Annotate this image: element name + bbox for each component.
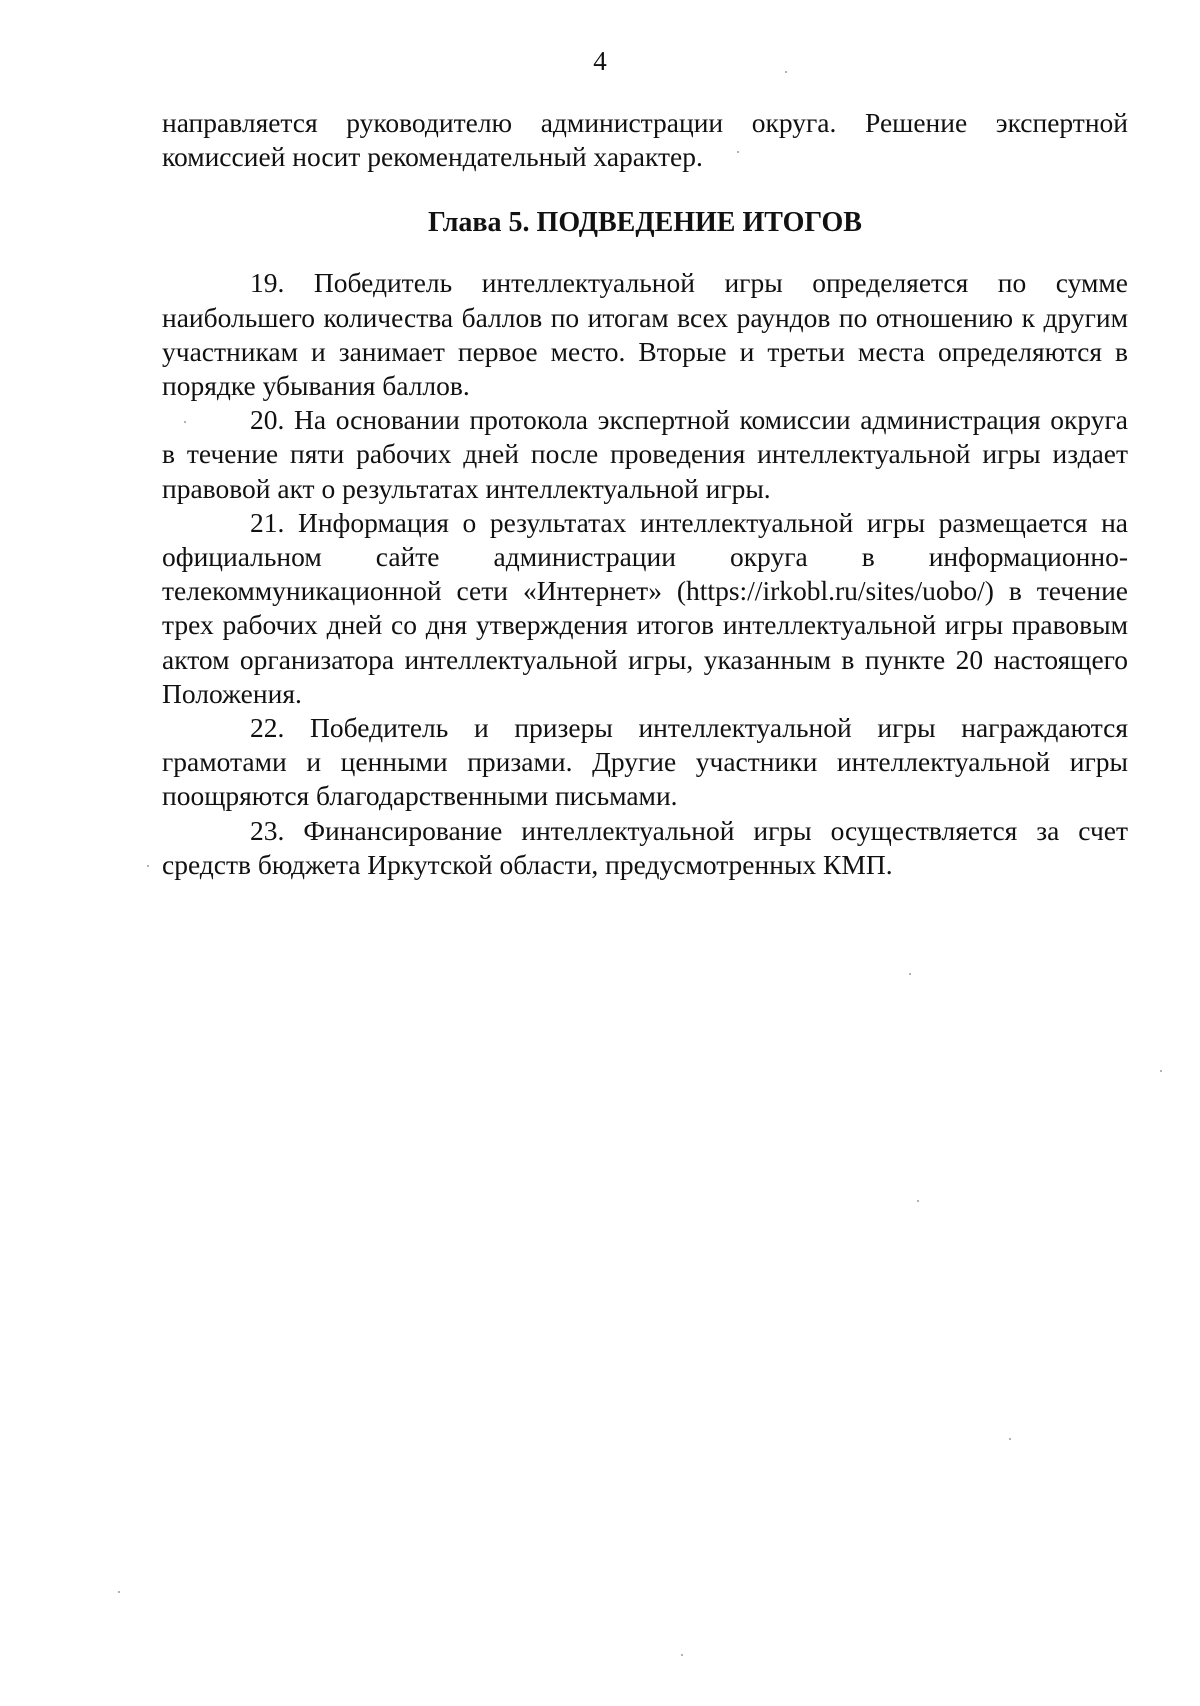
scan-speck — [737, 151, 739, 153]
scan-speck — [909, 973, 911, 975]
clause-20: 20. На основании протокола экспертной комиссии администрация округа в течение пяти рабочих дней после проведения интеллектуальной игры издает правовой акт о результатах интеллектуальной игры. — [162, 404, 1128, 504]
clause-21: 21. Информация о результатах интеллектуальной игры размещается на официальном сайте администрации округа в информационно-телекоммуникационной сети «Интернет» (https://irkobl.ru/sites/uobo/) в течение трех рабочих дней со дня утверждения итогов интеллектуальной игры правовым актом организатора интеллектуальной игры, указанным в пункте 20 настоящего Положения. — [162, 506, 1128, 709]
scan-speck — [147, 865, 149, 867]
chapter-heading: Глава 5. ПОДВЕДЕНИЕ ИТОГОВ — [428, 207, 862, 239]
scan-speck — [1009, 1438, 1011, 1440]
document-body — [162, 106, 1128, 882]
page-number: 4 — [593, 46, 607, 76]
scan-speck — [1160, 1070, 1162, 1072]
scan-speck — [681, 1654, 683, 1656]
scan-speck — [917, 1200, 919, 1202]
clause-19: 19. Победитель интеллектуальной игры определяется по сумме наибольшего количества баллов по итогам всех раундов по отношению к другим участникам и занимает первое место. Вторые и третьи места определяются в порядке убывания баллов. — [162, 267, 1128, 402]
scan-speck — [785, 71, 787, 73]
clause-22: 22. Победитель и призеры интеллектуальной игры награждаются грамотами и ценными призами. Другие участники интеллектуальной игры поощряются благодарственными письмами. — [162, 712, 1128, 812]
intro-paragraph: направляется руководителю администрации округа. Решение экспертной комиссией носит рекомендательный характер. — [162, 107, 1128, 173]
scan-speck — [184, 421, 186, 423]
clause-23: 23. Финансирование интеллектуальной игры осуществляется за счет средств бюджета Иркутской области, предусмотренных КМП. — [162, 814, 1128, 880]
scan-speck — [118, 1591, 120, 1593]
